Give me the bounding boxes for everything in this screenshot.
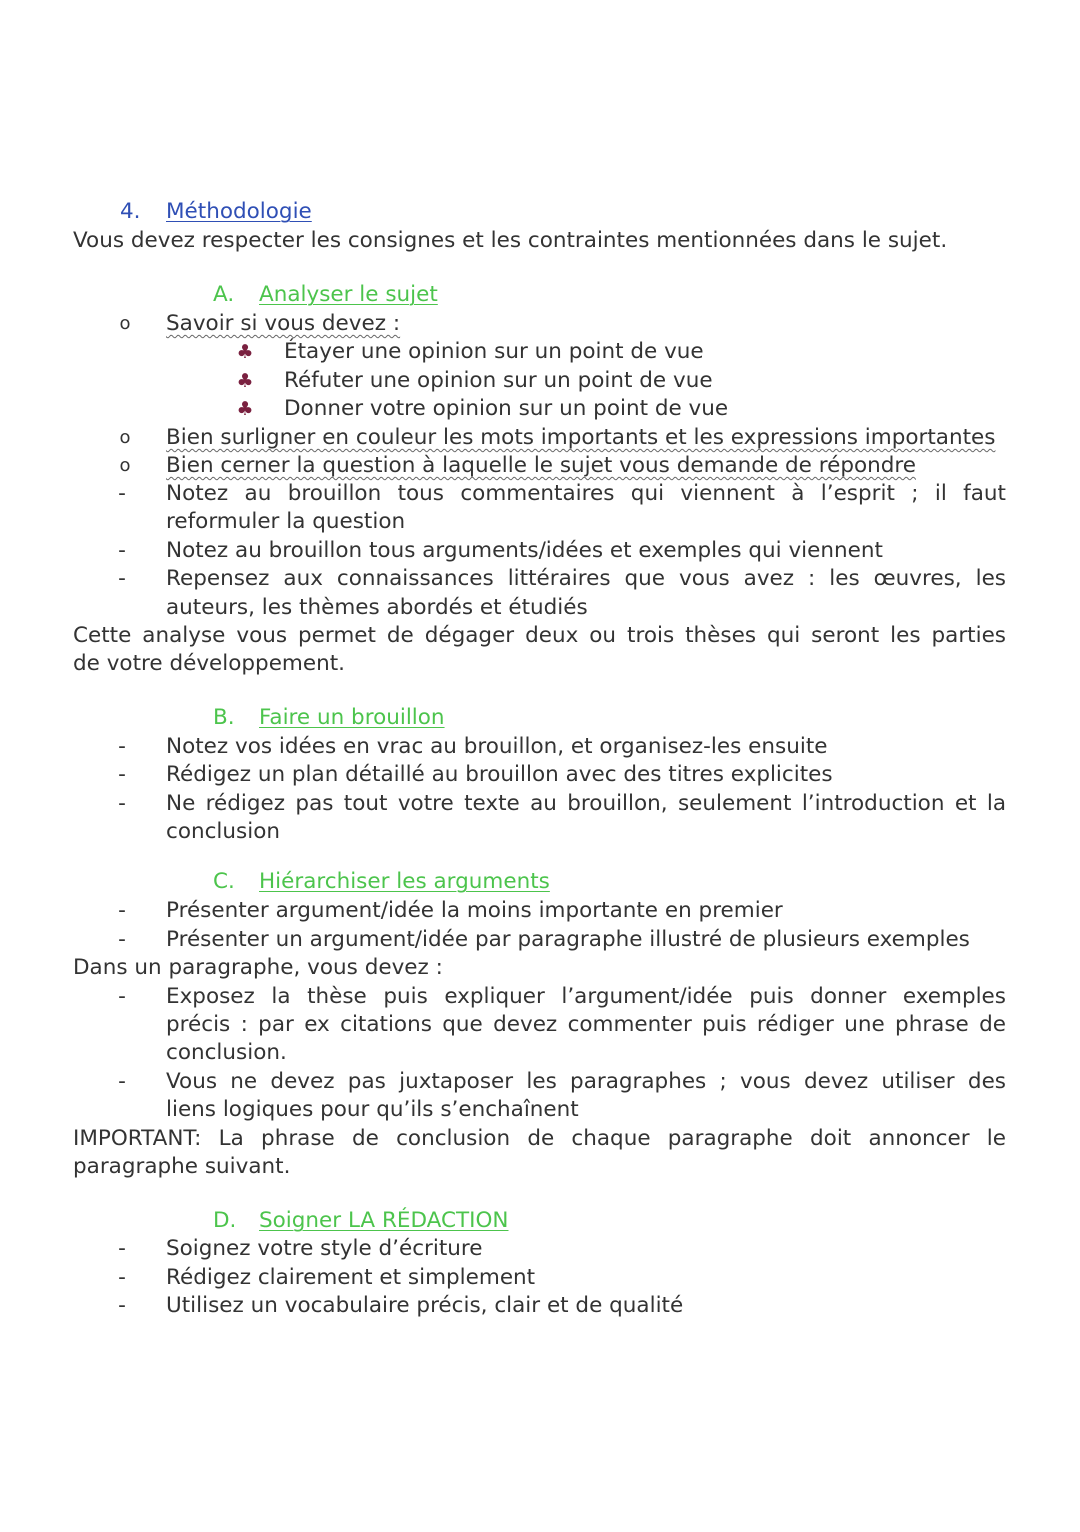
club-bullet-icon: ♣ bbox=[236, 370, 254, 392]
club-bullet-icon: ♣ bbox=[236, 341, 254, 363]
dash-bullet-icon: - bbox=[118, 1069, 126, 1094]
dash-bullet-icon: - bbox=[118, 538, 126, 563]
dash-bullet-icon: - bbox=[118, 984, 126, 1009]
circle-bullet-icon: o bbox=[119, 455, 131, 476]
dash-bullet-icon: - bbox=[118, 927, 126, 952]
section-number: 4. bbox=[120, 199, 141, 224]
dash-bullet-icon: - bbox=[118, 481, 126, 506]
dash-bullet-icon: - bbox=[118, 898, 126, 923]
section-title: Méthodologie bbox=[166, 199, 312, 224]
dash-bullet-icon: - bbox=[118, 1293, 126, 1318]
circle-bullet-icon: o bbox=[119, 313, 131, 334]
dash-bullet-icon: - bbox=[118, 1236, 126, 1261]
document-page: 4. Méthodologie Vous devez respecter les consignes et les contraintes mentionnées dans le sujet. A. Analyser le sujet o Savoir si vous devez : ♣ Étayer une opinion sur un point de vue ♣ Réfuter une opinion sur un point de vue ♣ Donner votre opinion sur un point de vue o Bien surligner en couleur les mots importants et les expressions importantes o Bien cerner la question à laquelle le sujet vous demande de répondre - Notez au brouillon tous commentaires qui viennent à l’esprit ; il faut reformuler la question - Notez au brouillon tous arguments/idées et exemples qui viennent - Repensez aux connaissances littéraires que vous avez : les œuvres, les auteurs, les thèmes abordés et étudiés Cette analyse vous permet de dégager deux ou trois thèses qui seront les parties de votre développement. B. Faire un brouillon - Notez vos idées en vrac au brouillon, et organisez-les ensuite - Rédigez un plan détaillé au brouillon avec des titres explicites - Ne rédigez pas tout votre texte au brouillon, seulement l’introduction et la conclusion C. Hiérarchiser les arguments - Présenter argument/idée la moins importante en premier - Présenter un argument/idée par paragraphe illustré de plusieurs exemples Dans un paragraphe, vous devez : - Exposez la thèse puis expliquer l’argument/idée puis donner exemples précis : par ex citations que devez commenter puis rédiger une phrase de conclusion. - Vous ne devez pas juxtaposer les paragraphes ; vous devez utiliser des liens logiques pour qu’ils s’enchaînent IMPORTANT: La phrase de conclusion de chaque paragraphe doit annoncer le paragraphe suivant. D. Soigner LA RÉDACTION - Soignez votre style d’écriture - Rédigez clairement et simplement - Utilisez un vocabulaire précis, clair et de qualité bbox=[73, 199, 1006, 1318]
dash-bullet-icon: - bbox=[118, 762, 126, 787]
circle-bullet-icon: o bbox=[119, 427, 131, 448]
dash-bullet-icon: - bbox=[118, 1265, 126, 1290]
dash-bullet-icon: - bbox=[118, 566, 126, 591]
dash-bullet-icon: - bbox=[118, 791, 126, 816]
club-bullet-icon: ♣ bbox=[236, 398, 254, 420]
dash-bullet-icon: - bbox=[118, 734, 126, 759]
